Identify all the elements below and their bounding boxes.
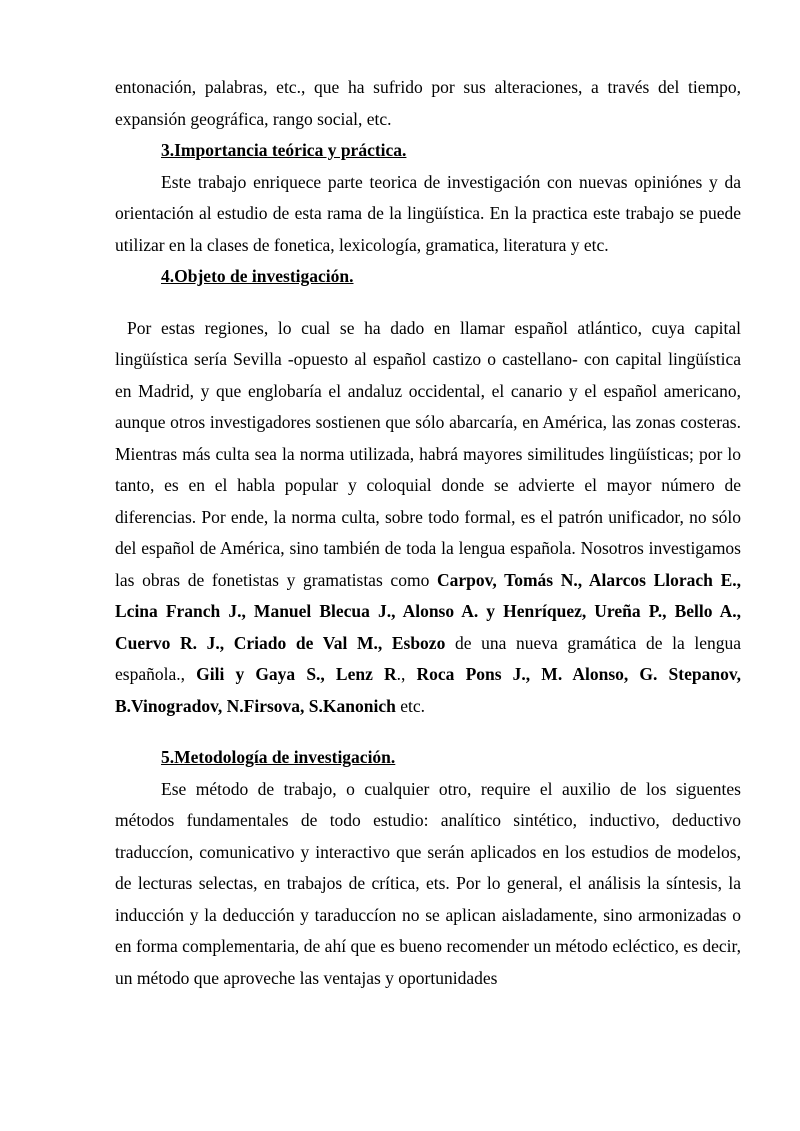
paragraph-intro-continuation: entonación, palabras, etc., que ha sufrido por sus alteraciones, a través del tiempo, expansión geográfica, rango social, etc. xyxy=(115,77,741,129)
authors-list-1: Carpov, Tomás N., Alarcos Llorach E., Lcina Franch J., Manuel Blecua J., Alonso A. y Henríquez, Ureña P., Bello A., Cuervo R. J., Criado de Val M., Esbozo xyxy=(115,569,741,653)
paragraph-objeto xyxy=(115,313,741,723)
spacer xyxy=(115,722,741,742)
objeto-text-e: etc. xyxy=(395,695,426,716)
heading-objeto: 4.Objeto de investigación. xyxy=(161,266,354,286)
spacer xyxy=(115,293,741,313)
heading-metodologia: 5.Metodología de investigación. xyxy=(161,747,396,767)
document-page xyxy=(115,72,741,994)
paragraph-importancia: Este trabajo enriquece parte teorica de investigación con nuevas opiniónes y da orientación al estudio de esta rama de la lingüística. En la practica este trabajo se puede utilizar en la clases de fonetica, lexicología, gramatica, literatura y etc. xyxy=(115,171,741,255)
objeto-text-c: de una nueva gramática de la lengua española., xyxy=(115,632,741,684)
authors-list-3: Roca Pons J., M. Alonso, G. Stepanov, B.Vinogradov, N.Firsova, S.Kanonich xyxy=(115,664,741,716)
heading-importancia: 3.Importancia teórica y práctica. xyxy=(161,140,407,160)
objeto-text-a: Por estas regiones, lo cual se ha dado en llamar español atlántico, cuya capital lingüística sería Sevilla -opuesto al español castizo o castellano- con capital lingüística en Madrid, y que englobaría el andaluz occidental, el canario y el español americano, aunque otros investigadores sostienen que sólo abarcaría, en América, las zonas costeras. Mientras más culta sea la norma utilizada, habrá mayores similitudes lingüísticas; por lo tanto, es en el habla popular y coloquial donde se advierte el mayor número de diferencias. Por ende, la norma culta, sobre todo formal, es el patrón unificador, no sólo del español de América, sino también de toda la lengua española. Nosotros investigamos las obras de fonetistas y gramatistas como xyxy=(115,317,741,590)
objeto-text-d: ., xyxy=(396,664,417,684)
paragraph-metodologia: Ese método de trabajo, o cualquier otro, require el auxilio de los siguentes métodos fundamentales de todo estudio: analítico sintético, inductivo, deductivo traduccíon, comunicativo y interactivo que serán aplicados en los estudios de modelos, de lecturas selectas, en trabajos de crítica, ets. Por lo general, el análisis la síntesis, la inducción y la deducción y taraduccíon no se aplican aisladamente, sino armonizadas o en forma complementaria, de ahí que es bueno recomender un método ecléctico, es decir, un método que aproveche las ventajas y oportunidades xyxy=(115,778,741,988)
authors-list-2: Gili y Gaya S., Lenz R xyxy=(196,664,397,684)
